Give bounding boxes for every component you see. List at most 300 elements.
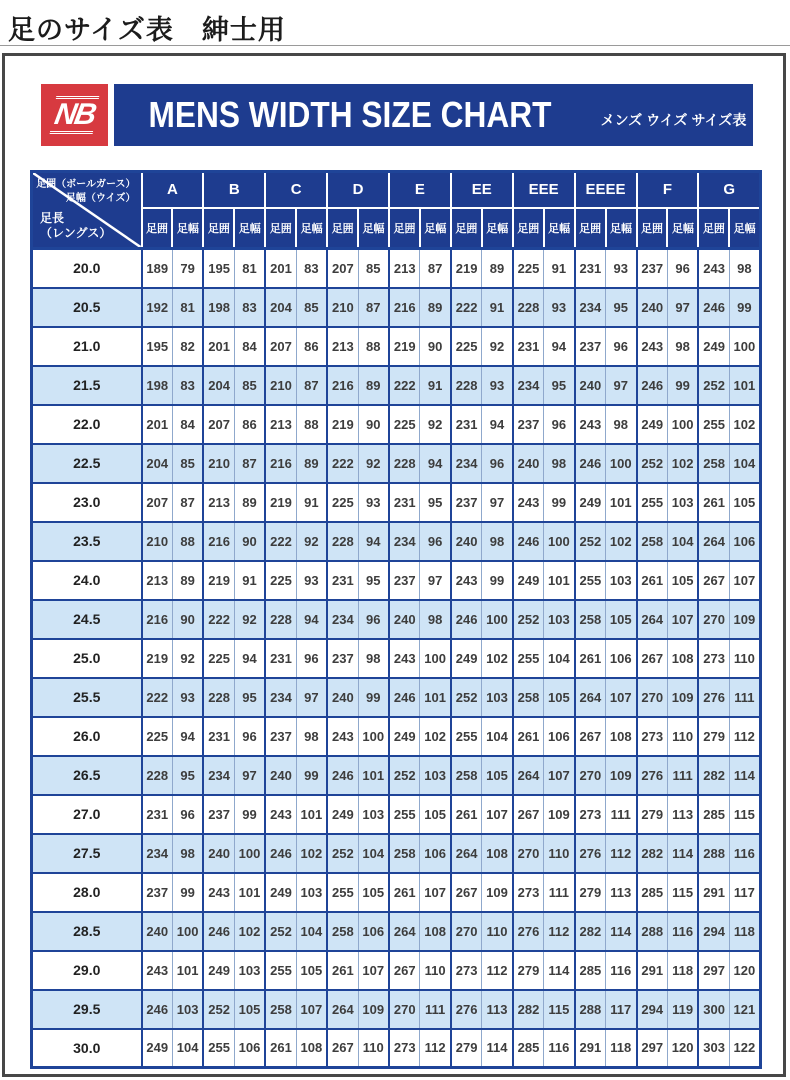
width-value-cell: 87 [296, 366, 327, 405]
banner-title: MENS WIDTH SIZE CHART [148, 94, 552, 135]
girth-value-cell: 267 [698, 561, 729, 600]
width-value-cell: 101 [234, 873, 265, 912]
width-value-cell: 85 [296, 288, 327, 327]
girth-value-cell: 243 [513, 483, 544, 522]
width-value-cell: 109 [667, 678, 698, 717]
width-value-cell: 86 [296, 327, 327, 366]
girth-value-cell: 258 [451, 756, 482, 795]
width-value-cell: 116 [544, 1029, 575, 1068]
foot-length-cell: 29.0 [32, 951, 142, 990]
foot-length-cell: 21.5 [32, 366, 142, 405]
foot-length-cell: 28.0 [32, 873, 142, 912]
width-value-cell: 96 [420, 522, 451, 561]
width-value-cell: 117 [729, 873, 760, 912]
width-value-cell: 120 [729, 951, 760, 990]
width-value-cell: 103 [667, 483, 698, 522]
girth-value-cell: 201 [142, 405, 173, 444]
width-subheader: 足幅 [172, 208, 203, 249]
girth-value-cell: 240 [265, 756, 296, 795]
girth-value-cell: 237 [203, 795, 234, 834]
girth-value-cell: 255 [203, 1029, 234, 1068]
girth-value-cell: 276 [637, 756, 668, 795]
girth-value-cell: 288 [575, 990, 606, 1029]
width-value-cell: 110 [667, 717, 698, 756]
girth-value-cell: 222 [142, 678, 173, 717]
width-value-cell: 100 [358, 717, 389, 756]
girth-value-cell: 282 [513, 990, 544, 1029]
girth-value-cell: 282 [698, 756, 729, 795]
nb-logo-icon: NB [50, 96, 100, 134]
girth-value-cell: 228 [203, 678, 234, 717]
girth-value-cell: 255 [698, 405, 729, 444]
width-value-cell: 100 [667, 405, 698, 444]
girth-value-cell: 243 [575, 405, 606, 444]
girth-value-cell: 198 [203, 288, 234, 327]
girth-value-cell: 237 [327, 639, 358, 678]
girth-value-cell: 201 [265, 249, 296, 288]
table-row [32, 639, 761, 678]
size-chart-box [2, 53, 786, 1077]
girth-value-cell: 246 [265, 834, 296, 873]
width-value-cell: 108 [667, 639, 698, 678]
girth-value-cell: 249 [698, 327, 729, 366]
width-value-cell: 98 [296, 717, 327, 756]
girth-value-cell: 276 [513, 912, 544, 951]
width-value-cell: 103 [606, 561, 637, 600]
girth-value-cell: 231 [389, 483, 420, 522]
width-value-cell: 85 [172, 444, 203, 483]
width-subheader: 足幅 [420, 208, 451, 249]
table-row [32, 834, 761, 873]
girth-value-cell: 225 [451, 327, 482, 366]
girth-value-cell: 282 [575, 912, 606, 951]
girth-value-cell: 258 [637, 522, 668, 561]
girth-value-cell: 273 [451, 951, 482, 990]
girth-value-cell: 192 [142, 288, 173, 327]
width-value-cell: 92 [296, 522, 327, 561]
width-value-cell: 106 [420, 834, 451, 873]
width-value-cell: 110 [729, 639, 760, 678]
girth-value-cell: 285 [575, 951, 606, 990]
girth-value-cell: 204 [203, 366, 234, 405]
width-value-cell: 87 [172, 483, 203, 522]
girth-value-cell: 237 [637, 249, 668, 288]
foot-length-cell: 22.0 [32, 405, 142, 444]
girth-value-cell: 258 [575, 600, 606, 639]
girth-value-cell: 273 [698, 639, 729, 678]
width-letters-row [32, 172, 761, 208]
girth-value-cell: 267 [451, 873, 482, 912]
girth-value-cell: 189 [142, 249, 173, 288]
girth-value-cell: 234 [327, 600, 358, 639]
foot-length-cell: 25.0 [32, 639, 142, 678]
width-value-cell: 83 [172, 366, 203, 405]
girth-value-cell: 216 [327, 366, 358, 405]
width-value-cell: 82 [172, 327, 203, 366]
girth-value-cell: 300 [698, 990, 729, 1029]
girth-subheader: 足囲 [575, 208, 606, 249]
girth-subheader: 足囲 [327, 208, 358, 249]
width-value-cell: 106 [358, 912, 389, 951]
width-value-cell: 92 [420, 405, 451, 444]
width-value-cell: 112 [544, 912, 575, 951]
girth-value-cell: 264 [575, 678, 606, 717]
width-value-cell: 103 [420, 756, 451, 795]
width-value-cell: 92 [172, 639, 203, 678]
girth-value-cell: 252 [575, 522, 606, 561]
width-value-cell: 104 [729, 444, 760, 483]
width-value-cell: 93 [482, 366, 513, 405]
width-value-cell: 86 [234, 405, 265, 444]
width-value-cell: 101 [606, 483, 637, 522]
width-value-cell: 95 [172, 756, 203, 795]
girth-value-cell: 231 [203, 717, 234, 756]
width-value-cell: 96 [358, 600, 389, 639]
girth-value-cell: 252 [637, 444, 668, 483]
width-value-cell: 102 [729, 405, 760, 444]
width-value-cell: 109 [482, 873, 513, 912]
corner-header-cell [32, 172, 142, 249]
width-value-cell: 114 [482, 1029, 513, 1068]
girth-value-cell: 207 [142, 483, 173, 522]
banner-row [41, 84, 753, 146]
width-value-cell: 105 [667, 561, 698, 600]
width-value-cell: 100 [482, 600, 513, 639]
girth-value-cell: 261 [327, 951, 358, 990]
girth-value-cell: 270 [513, 834, 544, 873]
girth-value-cell: 261 [513, 717, 544, 756]
girth-value-cell: 234 [451, 444, 482, 483]
width-column-header-E: E [389, 172, 451, 208]
width-value-cell: 84 [234, 327, 265, 366]
width-value-cell: 98 [358, 639, 389, 678]
girth-value-cell: 276 [575, 834, 606, 873]
width-value-cell: 104 [296, 912, 327, 951]
width-value-cell: 109 [544, 795, 575, 834]
table-row [32, 600, 761, 639]
width-value-cell: 94 [482, 405, 513, 444]
foot-length-cell: 30.0 [32, 1029, 142, 1068]
girth-value-cell: 219 [451, 249, 482, 288]
width-column-header-EEEE: EEEE [575, 172, 637, 208]
width-value-cell: 108 [420, 912, 451, 951]
width-value-cell: 116 [606, 951, 637, 990]
girth-value-cell: 267 [637, 639, 668, 678]
width-value-cell: 118 [606, 1029, 637, 1068]
width-column-header-F: F [637, 172, 699, 208]
girth-value-cell: 207 [327, 249, 358, 288]
girth-value-cell: 294 [698, 912, 729, 951]
width-value-cell: 94 [420, 444, 451, 483]
width-subheader: 足幅 [606, 208, 637, 249]
width-value-cell: 118 [729, 912, 760, 951]
width-value-cell: 94 [296, 600, 327, 639]
girth-value-cell: 246 [513, 522, 544, 561]
table-row [32, 327, 761, 366]
table-row [32, 405, 761, 444]
width-value-cell: 93 [358, 483, 389, 522]
girth-value-cell: 234 [265, 678, 296, 717]
girth-value-cell: 297 [698, 951, 729, 990]
width-value-cell: 99 [729, 288, 760, 327]
width-value-cell: 119 [667, 990, 698, 1029]
width-value-cell: 105 [544, 678, 575, 717]
girth-value-cell: 216 [265, 444, 296, 483]
foot-length-cell: 28.5 [32, 912, 142, 951]
width-value-cell: 91 [234, 561, 265, 600]
width-value-cell: 101 [296, 795, 327, 834]
girth-value-cell: 231 [142, 795, 173, 834]
girth-value-cell: 249 [513, 561, 544, 600]
girth-value-cell: 252 [698, 366, 729, 405]
width-value-cell: 112 [420, 1029, 451, 1068]
girth-value-cell: 288 [698, 834, 729, 873]
girth-value-cell: 240 [389, 600, 420, 639]
width-value-cell: 115 [544, 990, 575, 1029]
girth-value-cell: 225 [142, 717, 173, 756]
width-value-cell: 96 [606, 327, 637, 366]
width-value-cell: 105 [358, 873, 389, 912]
girth-value-cell: 225 [327, 483, 358, 522]
girth-value-cell: 207 [203, 405, 234, 444]
width-value-cell: 100 [606, 444, 637, 483]
width-value-cell: 90 [358, 405, 389, 444]
girth-value-cell: 225 [513, 249, 544, 288]
width-value-cell: 91 [296, 483, 327, 522]
width-value-cell: 109 [729, 600, 760, 639]
table-row [32, 912, 761, 951]
width-value-cell: 81 [172, 288, 203, 327]
width-value-cell: 83 [234, 288, 265, 327]
foot-length-cell: 25.5 [32, 678, 142, 717]
girth-value-cell: 225 [203, 639, 234, 678]
table-row [32, 678, 761, 717]
width-value-cell: 107 [729, 561, 760, 600]
girth-value-cell: 234 [513, 366, 544, 405]
width-value-cell: 100 [729, 327, 760, 366]
girth-value-cell: 216 [142, 600, 173, 639]
width-value-cell: 97 [296, 678, 327, 717]
width-value-cell: 110 [420, 951, 451, 990]
girth-value-cell: 255 [265, 951, 296, 990]
girth-subheader: 足囲 [203, 208, 234, 249]
girth-value-cell: 291 [575, 1029, 606, 1068]
girth-value-cell: 255 [637, 483, 668, 522]
table-row [32, 756, 761, 795]
girth-value-cell: 231 [575, 249, 606, 288]
width-value-cell: 85 [358, 249, 389, 288]
width-value-cell: 95 [234, 678, 265, 717]
width-value-cell: 105 [729, 483, 760, 522]
foot-length-cell: 23.5 [32, 522, 142, 561]
girth-value-cell: 237 [389, 561, 420, 600]
girth-value-cell: 252 [265, 912, 296, 951]
girth-value-cell: 246 [203, 912, 234, 951]
width-value-cell: 116 [729, 834, 760, 873]
girth-value-cell: 246 [142, 990, 173, 1029]
girth-value-cell: 204 [265, 288, 296, 327]
title-divider [0, 45, 790, 46]
corner-length-label: 足長 （レングス） [40, 211, 112, 240]
girth-value-cell: 228 [513, 288, 544, 327]
foot-length-cell: 29.5 [32, 990, 142, 1029]
width-column-header-B: B [203, 172, 265, 208]
width-value-cell: 99 [234, 795, 265, 834]
width-value-cell: 91 [420, 366, 451, 405]
width-value-cell: 102 [667, 444, 698, 483]
girth-value-cell: 228 [265, 600, 296, 639]
mens-width-size-table [30, 170, 762, 1069]
girth-value-cell: 231 [265, 639, 296, 678]
girth-value-cell: 246 [327, 756, 358, 795]
girth-value-cell: 237 [513, 405, 544, 444]
foot-length-cell: 27.5 [32, 834, 142, 873]
girth-value-cell: 276 [451, 990, 482, 1029]
width-value-cell: 105 [296, 951, 327, 990]
girth-value-cell: 219 [389, 327, 420, 366]
girth-value-cell: 273 [513, 873, 544, 912]
girth-value-cell: 213 [142, 561, 173, 600]
girth-value-cell: 267 [513, 795, 544, 834]
width-value-cell: 107 [606, 678, 637, 717]
width-value-cell: 90 [234, 522, 265, 561]
width-value-cell: 95 [420, 483, 451, 522]
girth-value-cell: 231 [327, 561, 358, 600]
table-row [32, 249, 761, 288]
width-value-cell: 89 [358, 366, 389, 405]
width-value-cell: 121 [729, 990, 760, 1029]
girth-value-cell: 195 [142, 327, 173, 366]
girth-value-cell: 222 [265, 522, 296, 561]
girth-value-cell: 246 [698, 288, 729, 327]
girth-value-cell: 285 [698, 795, 729, 834]
width-subheader: 足幅 [729, 208, 760, 249]
girth-value-cell: 222 [451, 288, 482, 327]
page-title: 足のサイズ表 紳士用 [8, 15, 286, 45]
girth-value-cell: 249 [142, 1029, 173, 1068]
girth-value-cell: 258 [698, 444, 729, 483]
width-subheader: 足幅 [358, 208, 389, 249]
width-value-cell: 108 [482, 834, 513, 873]
width-value-cell: 88 [358, 327, 389, 366]
table-row [32, 795, 761, 834]
girth-value-cell: 291 [698, 873, 729, 912]
girth-value-cell: 246 [389, 678, 420, 717]
width-value-cell: 100 [420, 639, 451, 678]
girth-value-cell: 228 [142, 756, 173, 795]
width-value-cell: 99 [172, 873, 203, 912]
girth-value-cell: 249 [451, 639, 482, 678]
girth-subheader: 足囲 [142, 208, 173, 249]
girth-value-cell: 261 [575, 639, 606, 678]
girth-value-cell: 219 [142, 639, 173, 678]
girth-value-cell: 255 [327, 873, 358, 912]
table-row [32, 444, 761, 483]
width-value-cell: 120 [667, 1029, 698, 1068]
girth-value-cell: 237 [451, 483, 482, 522]
width-value-cell: 102 [296, 834, 327, 873]
girth-value-cell: 240 [203, 834, 234, 873]
width-value-cell: 98 [544, 444, 575, 483]
girth-value-cell: 246 [575, 444, 606, 483]
girth-value-cell: 252 [451, 678, 482, 717]
width-value-cell: 115 [667, 873, 698, 912]
table-row [32, 990, 761, 1029]
width-subheader: 足幅 [234, 208, 265, 249]
girth-value-cell: 225 [389, 405, 420, 444]
width-value-cell: 102 [606, 522, 637, 561]
width-value-cell: 99 [482, 561, 513, 600]
width-value-cell: 102 [482, 639, 513, 678]
girth-value-cell: 243 [142, 951, 173, 990]
width-value-cell: 88 [172, 522, 203, 561]
width-value-cell: 98 [606, 405, 637, 444]
girth-value-cell: 288 [637, 912, 668, 951]
girth-value-cell: 276 [698, 678, 729, 717]
foot-length-cell: 24.5 [32, 600, 142, 639]
width-value-cell: 110 [544, 834, 575, 873]
girth-value-cell: 234 [142, 834, 173, 873]
foot-length-cell: 26.5 [32, 756, 142, 795]
girth-value-cell: 240 [575, 366, 606, 405]
width-value-cell: 83 [296, 249, 327, 288]
girth-value-cell: 240 [327, 678, 358, 717]
width-value-cell: 116 [667, 912, 698, 951]
width-value-cell: 108 [296, 1029, 327, 1068]
width-value-cell: 101 [544, 561, 575, 600]
table-body [32, 249, 761, 1068]
girth-value-cell: 210 [142, 522, 173, 561]
girth-value-cell: 216 [203, 522, 234, 561]
width-value-cell: 98 [420, 600, 451, 639]
girth-value-cell: 213 [389, 249, 420, 288]
width-value-cell: 111 [544, 873, 575, 912]
girth-value-cell: 297 [637, 1029, 668, 1068]
width-value-cell: 96 [234, 717, 265, 756]
width-value-cell: 99 [544, 483, 575, 522]
width-value-cell: 96 [544, 405, 575, 444]
width-value-cell: 110 [358, 1029, 389, 1068]
width-value-cell: 93 [544, 288, 575, 327]
girth-value-cell: 267 [575, 717, 606, 756]
width-value-cell: 102 [234, 912, 265, 951]
width-value-cell: 91 [544, 249, 575, 288]
width-value-cell: 89 [420, 288, 451, 327]
width-value-cell: 97 [482, 483, 513, 522]
girth-value-cell: 279 [513, 951, 544, 990]
table-row [32, 561, 761, 600]
width-value-cell: 104 [482, 717, 513, 756]
width-value-cell: 92 [358, 444, 389, 483]
width-value-cell: 99 [358, 678, 389, 717]
width-value-cell: 94 [234, 639, 265, 678]
girth-value-cell: 207 [265, 327, 296, 366]
girth-value-cell: 267 [389, 951, 420, 990]
width-value-cell: 87 [234, 444, 265, 483]
girth-value-cell: 231 [513, 327, 544, 366]
girth-value-cell: 198 [142, 366, 173, 405]
width-value-cell: 101 [420, 678, 451, 717]
width-value-cell: 109 [606, 756, 637, 795]
width-value-cell: 106 [234, 1029, 265, 1068]
width-value-cell: 90 [172, 600, 203, 639]
girth-value-cell: 213 [203, 483, 234, 522]
width-value-cell: 113 [606, 873, 637, 912]
width-value-cell: 99 [667, 366, 698, 405]
girth-subheader: 足囲 [698, 208, 729, 249]
width-value-cell: 105 [606, 600, 637, 639]
girth-value-cell: 279 [698, 717, 729, 756]
